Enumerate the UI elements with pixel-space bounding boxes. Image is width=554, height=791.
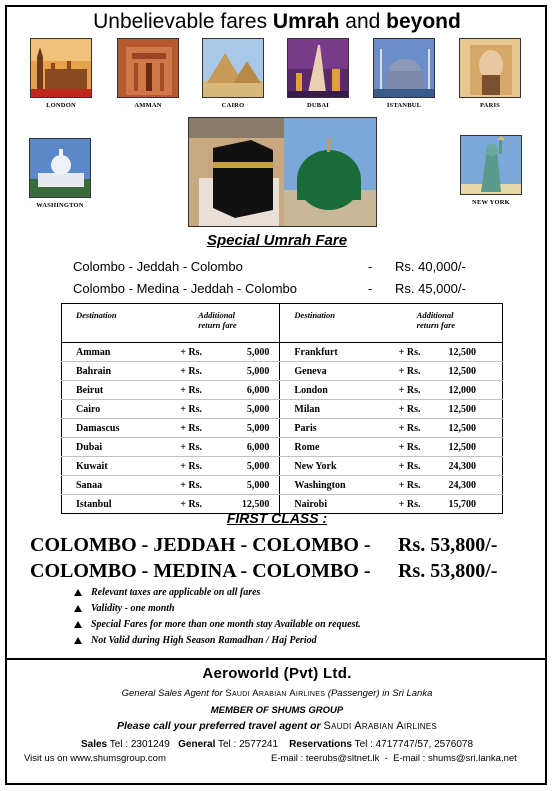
destination-cell: London xyxy=(280,381,387,400)
phone-line xyxy=(0,739,554,750)
email-line xyxy=(271,753,517,764)
city-amman xyxy=(116,38,180,109)
triangle-bullet-icon xyxy=(74,589,82,596)
destination-cell: Amman xyxy=(62,343,169,362)
caption-new-york: NEW YORK xyxy=(472,199,510,206)
plus-rs-cell: + Rs. xyxy=(180,498,202,510)
sales-label: Sales xyxy=(80,739,108,750)
plus-rs-cell: + Rs. xyxy=(387,381,433,400)
plus-rs-cell: + Rs. xyxy=(387,476,433,495)
route-price: Rs. 45,000/- xyxy=(395,281,466,296)
note-item xyxy=(74,603,361,619)
triangle-bullet-icon xyxy=(74,637,82,644)
website-link[interactable]: Visit us on www.shumsgroup.com xyxy=(24,753,166,764)
kaaba-and-green-dome-photo xyxy=(188,117,377,227)
destination-cell: Damascus xyxy=(62,419,169,438)
city-istanbul xyxy=(372,38,436,109)
header-destination: Destination xyxy=(62,304,169,343)
headline xyxy=(0,10,554,34)
general-label: General xyxy=(178,739,216,750)
headline-umrah: Umrah xyxy=(272,10,340,33)
route-name: COLOMBO - JEDDAH - COLOMBO - xyxy=(30,534,371,556)
header-additional: Additional xyxy=(416,310,454,320)
plus-rs-cell: + Rs. xyxy=(168,438,214,457)
plus-rs-cell: + Rs. xyxy=(168,419,214,438)
destination-cell: Washington xyxy=(280,476,387,495)
amount-cell: 24,300 xyxy=(433,476,503,495)
amman-photo xyxy=(117,38,179,98)
header-additional-fare xyxy=(387,304,503,343)
amount-cell: 5,000 xyxy=(214,343,280,362)
terms-notes xyxy=(74,587,361,651)
destination-cell: Sanaa xyxy=(62,476,169,495)
city-cairo xyxy=(201,38,265,109)
route-price: Rs. 40,000/- xyxy=(395,259,466,274)
plus-rs-cell: + Rs. xyxy=(168,476,214,495)
plus-rs-cell: + Rs. xyxy=(398,498,421,510)
destination-cell: Geneva xyxy=(280,362,387,381)
new-york-photo xyxy=(460,135,522,195)
header-additional-fare xyxy=(168,304,280,343)
header-return-fare: return fare xyxy=(198,320,237,330)
airline-name: Saudi Arabian Airlines xyxy=(323,720,438,732)
note-text: Relevant taxes are applicable on all fares xyxy=(91,587,261,598)
caption-washington: WASHINGTON xyxy=(36,202,84,209)
plus-rs-cell: + Rs. xyxy=(387,400,433,419)
washington-photo xyxy=(29,138,91,198)
member-line: MEMBER OF SHUMS GROUP xyxy=(210,705,344,716)
note-text: Special Fares for more than one month stay Available on request. xyxy=(91,619,361,630)
note-item xyxy=(74,619,361,635)
destination-cell: Rome xyxy=(280,438,387,457)
caption-paris: PARIS xyxy=(479,102,501,109)
city-london xyxy=(29,38,93,109)
city-new-york xyxy=(459,135,523,206)
company-name: Aeroworld (Pvt) Ltd. xyxy=(202,665,352,682)
first-class-title: FIRST CLASS : xyxy=(226,510,328,526)
amount-cell: 24,300 xyxy=(433,457,503,476)
amount-cell: 12,000 xyxy=(433,381,503,400)
route-price: Rs. 53,800/- xyxy=(398,534,498,556)
table-row xyxy=(62,362,503,381)
plus-rs-cell: + Rs. xyxy=(387,438,433,457)
table-row xyxy=(62,438,503,457)
footer-divider xyxy=(5,658,547,660)
note-text: Validity - one month xyxy=(91,603,175,614)
triangle-bullet-icon xyxy=(74,605,82,612)
sales-tel: Tel : 2301249 xyxy=(107,739,170,750)
table-row xyxy=(62,457,503,476)
destination-cell: Kuwait xyxy=(62,457,169,476)
airline-name: Saudi Arabian Airlines xyxy=(225,688,326,699)
amount-cell: 15,700 xyxy=(448,498,476,510)
umrah-route-1 xyxy=(73,259,466,274)
plus-rs-cell: + Rs. xyxy=(168,381,214,400)
special-umrah-fare-title: Special Umrah Fare xyxy=(206,232,348,249)
table-row xyxy=(62,419,503,438)
city-washington xyxy=(28,138,92,209)
note-item xyxy=(74,635,361,651)
destination-cell: Nairobi xyxy=(280,495,387,514)
note-item xyxy=(74,587,361,603)
plus-rs-cell: + Rs. xyxy=(387,362,433,381)
plus-rs-cell: + Rs. xyxy=(168,400,214,419)
caption-london: LONDON xyxy=(46,102,76,109)
amount-cell: 12,500 xyxy=(433,362,503,381)
email-shums[interactable]: E-mail : shums@sri.lanka.net xyxy=(393,753,517,764)
caption-istanbul: ISTANBUL xyxy=(386,102,422,109)
route-name: COLOMBO - MEDINA - COLOMBO - xyxy=(30,560,371,582)
amount-cell: 6,000 xyxy=(214,438,280,457)
additional-fare-table xyxy=(61,303,503,514)
amount-cell: 5,000 xyxy=(214,476,280,495)
general-tel: Tel : 2577241 xyxy=(215,739,279,750)
reservations-label: Reservations xyxy=(289,739,352,750)
plus-rs-cell: + Rs. xyxy=(387,419,433,438)
destination-cell: Istanbul xyxy=(76,498,112,510)
city-dubai xyxy=(286,38,350,109)
note-text: Not Valid during High Season Ramadhan / Haj Period xyxy=(91,635,317,646)
paris-photo xyxy=(459,38,521,98)
route-dash: - xyxy=(368,281,373,296)
amount-cell: 12,500 xyxy=(433,438,503,457)
first-class-route-1 xyxy=(30,534,530,557)
amount-cell: 6,000 xyxy=(214,381,280,400)
route-name: Colombo - Medina - Jeddah - Colombo xyxy=(73,281,297,296)
first-class-route-2 xyxy=(30,560,530,583)
london-photo xyxy=(30,38,92,98)
plus-rs-cell: + Rs. xyxy=(168,343,214,362)
amount-cell: 5,000 xyxy=(214,400,280,419)
city-paris xyxy=(458,38,522,109)
amount-cell: 5,000 xyxy=(214,457,280,476)
destination-cell: Bahrain xyxy=(62,362,169,381)
amount-cell: 12,500 xyxy=(433,343,503,362)
email-teerubs[interactable]: E-mail : teerubs@sltnet.lk xyxy=(271,753,380,764)
destination-cell: Beirut xyxy=(62,381,169,400)
istanbul-photo xyxy=(373,38,435,98)
umrah-route-2 xyxy=(73,281,466,296)
plus-rs-cell: + Rs. xyxy=(387,343,433,362)
call-line xyxy=(0,720,554,732)
route-price: Rs. 53,800/- xyxy=(398,560,498,582)
amount-cell: 12,500 xyxy=(433,419,503,438)
cairo-photo xyxy=(202,38,264,98)
header-return-fare: return fare xyxy=(416,320,456,330)
destination-cell: Cairo xyxy=(62,400,169,419)
caption-amman: AMMAN xyxy=(134,102,162,109)
email-separator: - xyxy=(379,753,394,764)
destination-cell: Milan xyxy=(280,400,387,419)
header-additional: Additional xyxy=(198,310,236,320)
plus-rs-cell: + Rs. xyxy=(387,457,433,476)
destination-cell: Frankfurt xyxy=(280,343,387,362)
dubai-photo xyxy=(287,38,349,98)
amount-cell: 5,000 xyxy=(214,419,280,438)
gsa-prefix: General Sales Agent for xyxy=(121,688,226,699)
table-row xyxy=(62,476,503,495)
table-row xyxy=(62,381,503,400)
gsa-suffix: (Passenger) in Sri Lanka xyxy=(325,688,433,699)
destination-cell: Dubai xyxy=(62,438,169,457)
table-row xyxy=(62,343,503,362)
destination-cell: Paris xyxy=(280,419,387,438)
plus-rs-cell: + Rs. xyxy=(168,457,214,476)
route-name: Colombo - Jeddah - Colombo xyxy=(73,259,243,274)
amount-cell: 5,000 xyxy=(214,362,280,381)
table-row xyxy=(62,400,503,419)
triangle-bullet-icon xyxy=(74,621,82,628)
caption-dubai: DUBAI xyxy=(307,102,329,109)
route-dash: - xyxy=(368,259,373,274)
reservations-tel: Tel : 4717747/57, 2576078 xyxy=(351,739,474,750)
headline-beyond: beyond xyxy=(386,10,461,33)
plus-rs-cell: + Rs. xyxy=(168,362,214,381)
headline-prefix: Unbelievable fares xyxy=(93,10,273,33)
headline-mid: and xyxy=(339,10,387,33)
call-prefix: Please call your preferred travel agent or xyxy=(116,720,324,732)
caption-cairo: CAIRO xyxy=(221,102,245,109)
gsa-line xyxy=(0,688,554,699)
table-header xyxy=(62,304,503,343)
amount-cell: 12,500 xyxy=(241,498,270,510)
destination-cell: New York xyxy=(280,457,387,476)
amount-cell: 12,500 xyxy=(433,400,503,419)
header-destination: Destination xyxy=(280,304,387,343)
